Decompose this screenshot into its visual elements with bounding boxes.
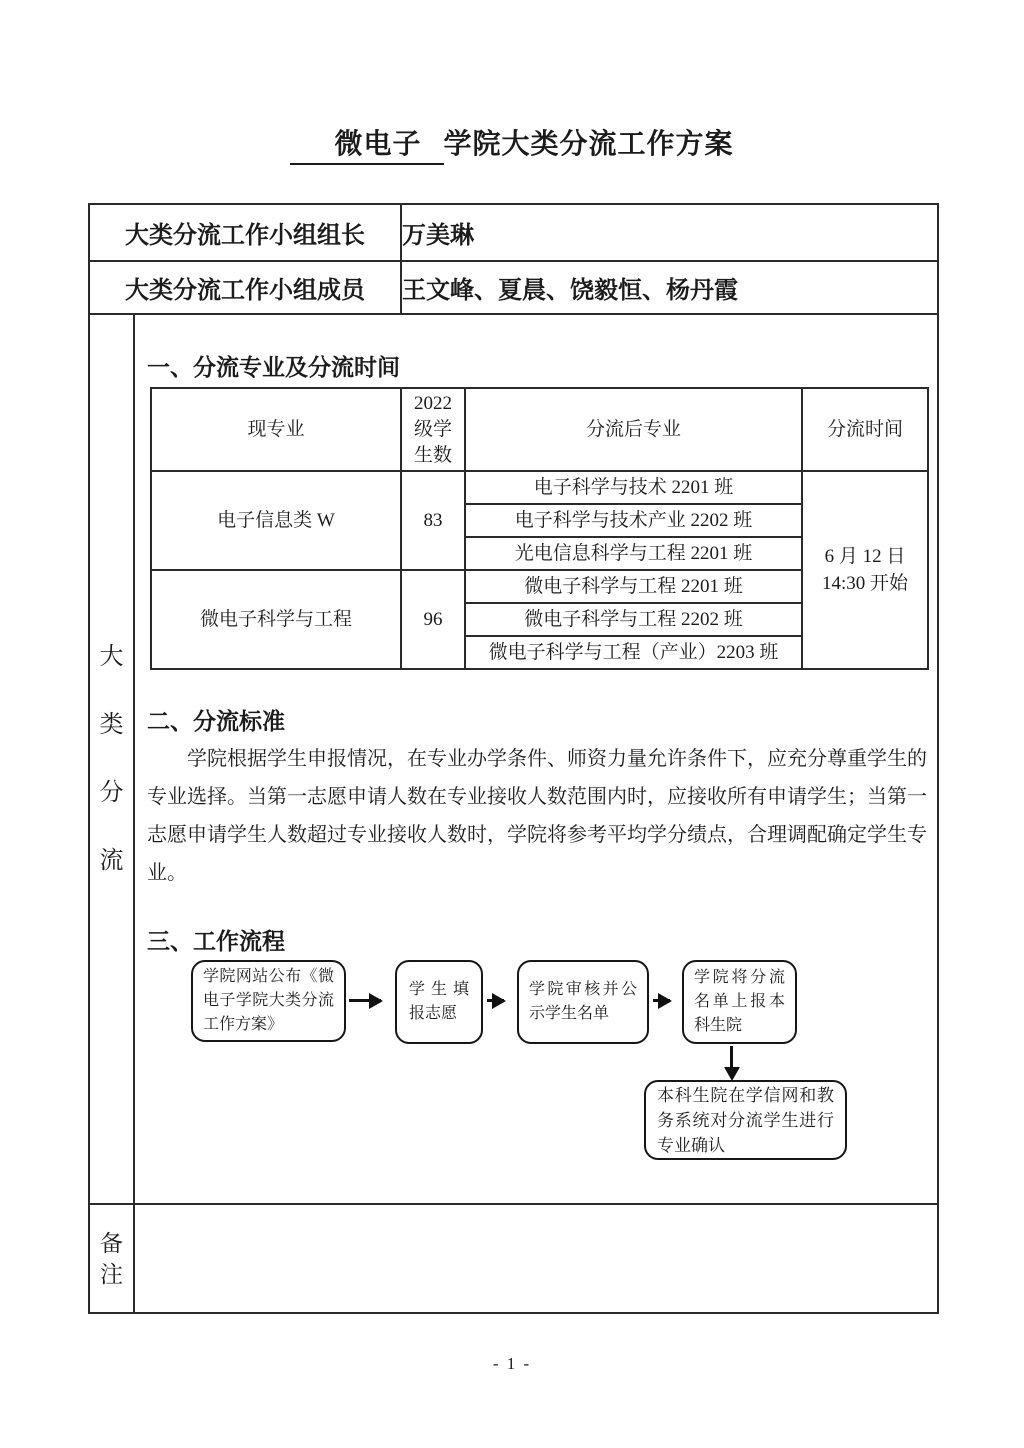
target-major-cell: 光电信息科学与工程 2201 班 <box>465 537 802 570</box>
main-content-cell <box>134 314 938 1204</box>
current-major-cell: 微电子科学与工程 <box>151 570 401 669</box>
sidebar-vertical-label: 大 类 分 流 <box>99 644 124 874</box>
col-header-current-major: 现专业 <box>151 388 401 471</box>
target-major-cell: 电子科学与技术 2201 班 <box>465 471 802 504</box>
arrow-right-icon <box>653 999 670 1002</box>
group-leader-value: 万美琳 <box>401 204 938 261</box>
workflow-flowchart <box>135 956 937 1171</box>
arrow-right-icon <box>487 999 504 1002</box>
remark-content-cell <box>134 1204 938 1313</box>
table-row <box>89 204 938 261</box>
arrow-right-icon <box>349 999 381 1002</box>
target-major-cell: 微电子科学与工程 2202 班 <box>465 603 802 636</box>
title-underlined-blank: 微电子 <box>290 128 443 165</box>
current-major-cell: 电子信息类 W <box>151 471 401 570</box>
section3-heading: 三、工作流程 <box>147 928 285 954</box>
target-major-cell: 电子科学与技术产业 2202 班 <box>465 504 802 537</box>
page-number: - 1 - <box>492 1354 532 1373</box>
flow-step-confirm-major: 本科生院在学信网和教务系统对分流学生进行专业确认 <box>644 1080 847 1160</box>
table-row <box>151 471 928 504</box>
remark-label-cell <box>89 1204 134 1313</box>
student-count-cell: 96 <box>401 570 465 669</box>
title-rest: 学院大类分流工作方案 <box>443 128 734 159</box>
page-title <box>0 122 1024 162</box>
flow-step-student-apply: 学生填报志愿 <box>395 960 483 1044</box>
main-form-table <box>88 203 939 1314</box>
flow-step-review-publicize: 学院审核并公示学生名单 <box>517 960 649 1044</box>
table-header-row <box>151 388 928 471</box>
flow-step-publish-plan: 学院网站公布《微电子学院大类分流工作方案》 <box>191 960 346 1042</box>
target-major-cell: 微电子科学与工程 2201 班 <box>465 570 802 603</box>
group-members-value: 王文峰、夏晨、饶毅恒、杨丹霞 <box>401 261 938 314</box>
arrow-down-icon <box>730 1046 733 1068</box>
table-row <box>89 314 938 1204</box>
standards-paragraph: 学院根据学生申报情况，在专业办学条件、师资力量允许条件下，应充分尊重学生的专业选择。当第一志愿申请人数在专业接收人数范围内时，应接收所有申请学生；当第一志愿申请学生人数超过专业接收人数时，学院将参考平均学分绩点，合理调配确定学生专业。 <box>147 748 927 884</box>
col-header-target-major: 分流后专业 <box>465 388 802 471</box>
remark-vertical-label: 备 注 <box>100 1230 123 1287</box>
time-cell: 6 月 12 日 14:30 开始 <box>802 471 928 669</box>
table-row <box>89 1204 938 1313</box>
section1-heading: 一、分流专业及分流时间 <box>147 354 400 380</box>
group-leader-label: 大类分流工作小组组长 <box>89 204 401 261</box>
placement-table <box>150 387 929 670</box>
section2-heading: 二、分流标准 <box>147 708 285 734</box>
student-count-cell: 83 <box>401 471 465 570</box>
group-members-label: 大类分流工作小组成员 <box>89 261 401 314</box>
table-row <box>89 261 938 314</box>
col-header-time: 分流时间 <box>802 388 928 471</box>
col-header-student-count: 2022级学生数 <box>401 388 465 471</box>
target-major-cell: 微电子科学与工程（产业）2203 班 <box>465 636 802 669</box>
sidebar-label-cell <box>89 314 134 1204</box>
flow-step-report-list: 学院将分流名单上报本科生院 <box>682 960 797 1044</box>
